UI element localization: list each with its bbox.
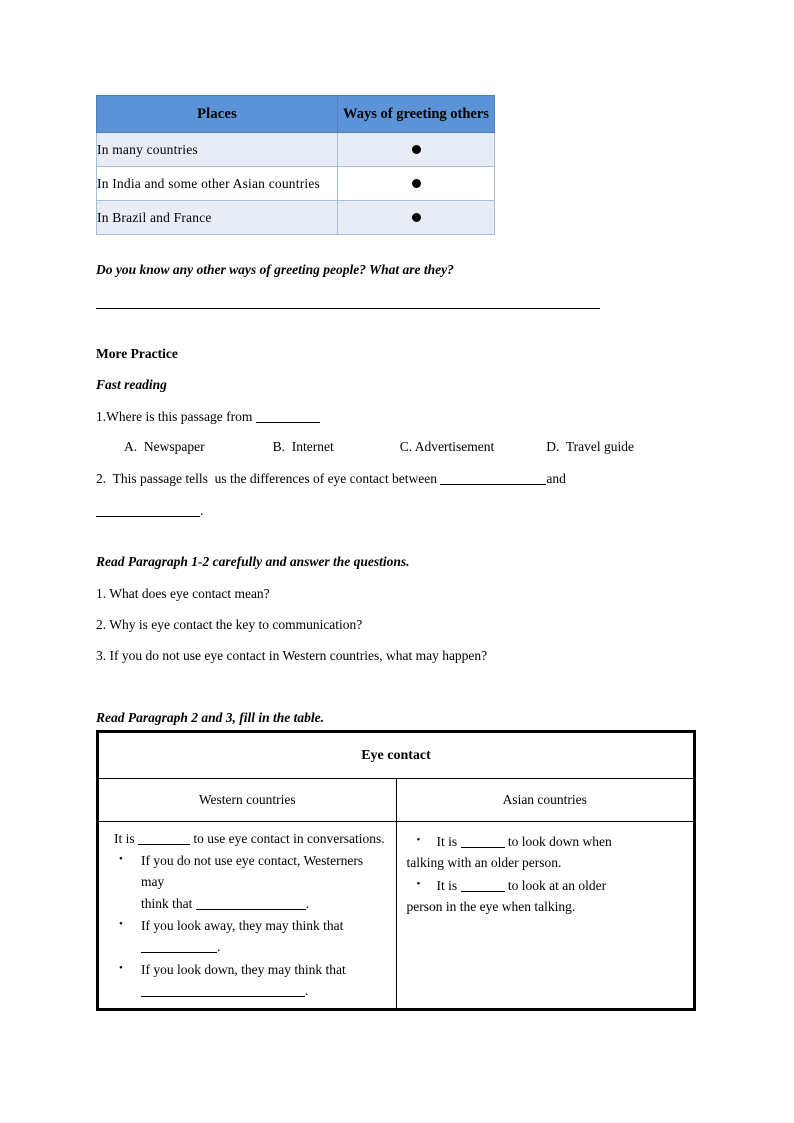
western-lead-pre: It is [114, 831, 139, 846]
read-paragraph-1-2-heading: Read Paragraph 1-2 carefully and answer the questions. [96, 554, 410, 569]
fast-reading-heading: Fast reading [96, 377, 167, 392]
western-bullet-list [107, 850, 390, 1001]
filled-circle-icon [412, 145, 421, 154]
way-cell [338, 167, 495, 201]
asian-item-2-post: to look at an older [504, 877, 607, 893]
list-item [141, 915, 390, 958]
question-1-stem: 1.Where is this passage from [96, 409, 256, 424]
asian-item-2-pre: It is [436, 877, 461, 893]
asian-item-2-blank[interactable] [461, 879, 505, 892]
asian-item-1-pre: It is [436, 834, 461, 849]
option-a[interactable]: A. Newspaper [124, 439, 205, 454]
western-item-2-blank[interactable] [141, 940, 217, 953]
option-b[interactable]: B. Internet [272, 439, 334, 454]
read-question-2: 2. Why is eye contact the key to communication? [96, 617, 363, 632]
western-item-3-line-1: If you look down, they may think that [141, 961, 346, 977]
western-countries-cell [98, 822, 397, 1010]
question-2-blank-2[interactable] [96, 504, 200, 517]
western-item-2-line-2-post: . [217, 939, 221, 955]
table-row [97, 201, 495, 235]
table-header-row [97, 96, 495, 133]
followup-prompt: Do you know any other ways of greeting people? What are they? [96, 262, 454, 277]
option-c[interactable]: C. Advertisement [399, 439, 495, 454]
question-2-line-2 [96, 503, 203, 519]
way-cell [338, 201, 495, 235]
asian-item-1-line-2: talking with an older person. [406, 855, 562, 871]
question-2-period: . [200, 503, 204, 518]
western-lead-blank[interactable] [138, 832, 190, 845]
read-question-3: 3. If you do not use eye contact in Western countries, what may happen? [96, 648, 488, 663]
list-item [406, 831, 688, 874]
question-2-blank-1[interactable] [440, 472, 546, 485]
asian-bullet-list [407, 831, 688, 917]
western-lead-post: to use eye contact in conversations. [190, 831, 385, 846]
column-header-asian: Asian countries [396, 779, 695, 822]
list-item [141, 959, 390, 1002]
list-item [141, 850, 390, 914]
question-1-blank[interactable] [256, 410, 320, 423]
filled-circle-icon [412, 213, 421, 222]
place-cell: In many countries [97, 133, 338, 167]
column-header-western: Western countries [98, 779, 397, 822]
ways-of-greeting-table [96, 95, 495, 235]
asian-item-1-post: to look down when [504, 834, 612, 849]
more-practice-heading: More Practice [96, 346, 178, 361]
table-row [97, 133, 495, 167]
question-2-conjunction: and [546, 471, 566, 486]
western-item-1-line-2-pre: think that [141, 895, 196, 911]
read-paragraph-2-3-heading: Read Paragraph 2 and 3, fill in the table. [96, 710, 325, 725]
western-item-1-line-1: If you do not use eye contact, Westerners may [141, 853, 364, 890]
asian-item-1-blank[interactable] [461, 835, 505, 848]
eye-contact-table [96, 730, 696, 1011]
western-item-3-blank[interactable] [141, 984, 305, 997]
column-header-ways: Ways of greeting others [338, 96, 495, 133]
question-1 [96, 409, 320, 425]
western-item-1-blank[interactable] [196, 897, 306, 910]
option-d[interactable]: D. Travel guide [546, 439, 634, 454]
western-item-3-line-2-post: . [305, 982, 309, 998]
eye-table-column-row [98, 779, 695, 822]
asian-item-2-line-2: person in the eye when talking. [406, 898, 576, 914]
place-cell: In Brazil and France [97, 201, 338, 235]
question-2-stem: 2. This passage tells us the differences of eye contact between [96, 471, 441, 486]
table-row [97, 167, 495, 201]
column-header-places: Places [97, 96, 338, 133]
question-1-options [124, 439, 634, 455]
filled-circle-icon [412, 179, 421, 188]
western-item-2-line-1: If you look away, they may think that [141, 917, 344, 933]
western-item-1-line-2-post: . [305, 895, 310, 911]
eye-table-body-row [98, 822, 695, 1010]
western-lead-line [114, 831, 390, 847]
place-cell: In India and some other Asian countries [97, 167, 338, 201]
answer-rule [96, 308, 600, 309]
read-question-1: 1. What does eye contact mean? [96, 586, 270, 601]
list-item [406, 875, 688, 918]
way-cell [338, 133, 495, 167]
eye-contact-title: Eye contact [98, 732, 695, 779]
eye-table-title-row [98, 732, 695, 779]
question-2-line-1 [96, 471, 566, 487]
asian-countries-cell [396, 822, 695, 1010]
